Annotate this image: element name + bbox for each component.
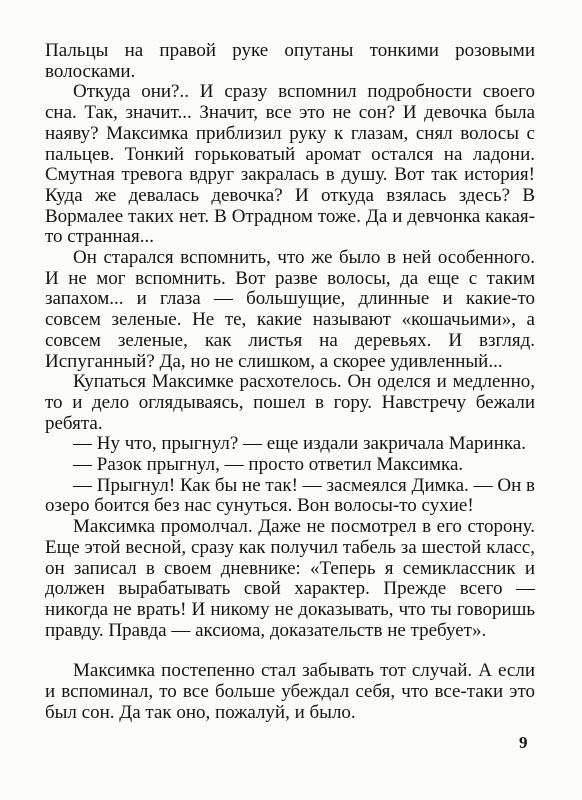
paragraph-3: Он старался вспомнить, что же было в ней особенного. И не мог вспомнить. Вот разве волосы, да еще с таким запахом... и глаза — большущие, длинные и какие-то совсем зеленые. Не те, какие называют «кошачьими», а совсем зеленые, как листья на деревьях. И взгляд. Испуганный? Да, но не слишком, а скорее удивленный...	[45, 247, 535, 372]
paragraph-9: Максимка постепенно стал забывать тот случай. А если и вспоминал, то все больше убеждал себя, что все-таки это был сон. Да так оно, пожалуй, и было.	[45, 660, 535, 723]
paragraph-7: — Прыгнул! Как бы не так! — засмеялся Димка. — Он в озеро боится без нас сунуться. Вон волосы-то сухие!	[45, 474, 535, 517]
paragraph-5: — Ну что, прыгнул? — еще издали закричала Маринка.	[73, 433, 526, 455]
section-break	[45, 641, 535, 661]
paragraph-2: Откуда они?.. И сразу вспомнил подробности своего сна. Так, значит... Значит, все это не сон? И девочка была наяву? Максимка приблизил руку к глазам, снял волосы с пальцев. Тонкий горьковатый аромат остался на ладони. Смутная тревога вдруг закралась в душу. Вот так история! Куда же девалась девочка? И откуда взялась здесь? В Вормалее таких нет. В Отрадном тоже. Да и девчонка какая-то странная...	[45, 81, 535, 248]
page-number: 9	[519, 733, 528, 752]
paragraph-6: — Разок прыгнул, — просто ответил Максимка.	[73, 454, 464, 476]
paragraph-4: Купаться Максимке расхотелось. Он оделся и медленно, то и дело оглядываясь, пошел в гору. Навстречу бежали ребята.	[45, 371, 535, 434]
page-body	[45, 41, 535, 724]
paragraph-1: Пальцы на правой руке опутаны тонкими розовыми волосками.	[45, 40, 535, 82]
paragraph-8: Максимка промолчал. Даже не посмотрел в его сторону. Еще этой весной, сразу как получил табель за шестой класс, он записал в своем дневнике: «Теперь я семиклассник и должен вырабатывать свой характер. Прежде всего — никогда не врать! И никому не доказывать, что ты говоришь правду. Правда — аксиома, доказательств не требует».	[45, 516, 535, 641]
